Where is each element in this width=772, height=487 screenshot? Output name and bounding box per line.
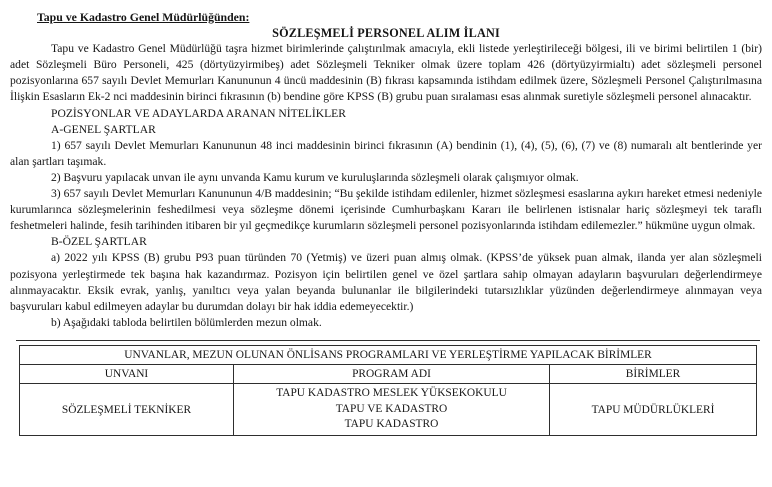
general-condition-item-3: 3) 657 sayılı Devlet Memurları Kanununun 4/B maddesinin; “Bu şekilde istihdam edilenler, hizmet sözleşmesi esaslarına aykırı hareket etmesi nedeniyle kurumlarınca sözleşmelerinin feshedilmesi veya sözleşme dönemi içerisinde Cumhurbaşkanı Kararı ile belirlenen istisnalar hariç sözleşmeyi tek taraflı feshetmeleri halinde, fesih tarihinden itibaren bir yıl geçmedikçe kurumların sözleşmeli personel pozisyonlarında istihdam edilemezler.” hükmüne uygun olmak. (10, 187, 762, 233)
source-heading: Tapu ve Kadastro Genel Müdürlüğünden: (37, 10, 250, 24)
table-title-row (20, 345, 757, 364)
special-condition-item-b: b) Aşağıdaki tabloda belirtilen bölümlerden mezun olmak. (51, 315, 322, 329)
program-line-2: TAPU VE KADASTRO (335, 402, 448, 415)
column-header-unvani: UNVANI (20, 364, 234, 383)
table-column-header-row (20, 364, 757, 383)
program-line-3: TAPU KADASTRO (344, 418, 439, 431)
column-header-program-adi: PROGRAM ADI (234, 364, 550, 383)
intro-paragraph: Tapu ve Kadastro Genel Müdürlüğü taşra hizmet birimlerinde çalıştırılmak amacıyla, ekli listede yerleştirileceği bölgesi, ili ve birimi belirtilen 1 (bir) adet Sözleşmeli Büro Personeli, 425 (dörtyüzyirmibeş) adet Sözleşmeli Tekniker olmak üzere toplam 426 (dörtyüzyirmialtı) adet sözleşmeli personel pozisyonlarına 657 sayılı Devlet Memurları Kanununun 4 üncü maddesinin (B) fıkrası kapsamında istihdam edilmek üzere, Sözleşmeli Personel Çalıştırılmasına İlişkin Esasların Ek-2 nci maddesinin birinci fıkrasının (b) bendine göre KPSS (B) grubu puan sıralaması esas alınmak suretiyle sözleşmeli personel alınacaktır. (10, 42, 762, 104)
positions-section-heading: POZİSYONLAR VE ADAYLARDA ARANAN NİTELİKLER (51, 106, 346, 120)
cell-program-adi (234, 384, 550, 436)
general-conditions-heading: A-GENEL ŞARTLAR (51, 122, 156, 136)
program-line-1: TAPU KADASTRO MESLEK YÜKSEKOKULU (276, 387, 507, 400)
special-condition-item-a: a) 2022 yılı KPSS (B) grubu P93 puan türünden 70 (Yetmiş) ve üzeri puan almış olmak. (KPSS’de yüksek puan almak, ilanda yer alan sözleşmeli pozisyona yerleştirmede tek başına hak kazandırmaz. Pozisyon için belirtilen genel ve özel şartlara sahip olmayan adayların başvuruları değerlendirmeye alınmayacaktır. Eksik evrak, yanlış, yanıltıcı veya yalan beyanda bulunanlar ile bilgilerindeki tutarsızlıklar yüzünden değerlendirmeye alınmayan veya başvuruları kabul edilmeyen adaylar bu durumdan dolayı bir hak iddia edemeyecektir.) (10, 251, 762, 313)
table-title: UNVANLAR, MEZUN OLUNAN ÖNLİSANS PROGRAMLARI VE YERLEŞTİRME YAPILACAK BİRİMLER (20, 345, 757, 364)
column-header-birimler: BİRİMLER (550, 364, 757, 383)
programs-table (19, 345, 757, 436)
table-top-rule (16, 340, 760, 341)
cell-birimler: TAPU MÜDÜRLÜKLERİ (550, 384, 757, 436)
special-conditions-heading: B-ÖZEL ŞARTLAR (51, 235, 147, 249)
cell-unvani: SÖZLEŞMELİ TEKNİKER (20, 384, 234, 436)
general-condition-item-2: 2) Başvuru yapılacak unvan ile aynı unvanda Kamu kurum ve kuruluşlarında sözleşmeli olarak çalışmıyor olmak. (51, 170, 579, 184)
page-title: SÖZLEŞMELİ PERSONEL ALIM İLANI (272, 26, 500, 41)
general-condition-item-1: 1) 657 sayılı Devlet Memurları Kanununun 48 inci maddesinin birinci fıkrasının (A) bendinin (1), (4), (5), (6), (7) ve (8) numaralı alt bentlerinde yer alan şartları taşımak. (10, 138, 762, 168)
table-row (20, 384, 757, 436)
